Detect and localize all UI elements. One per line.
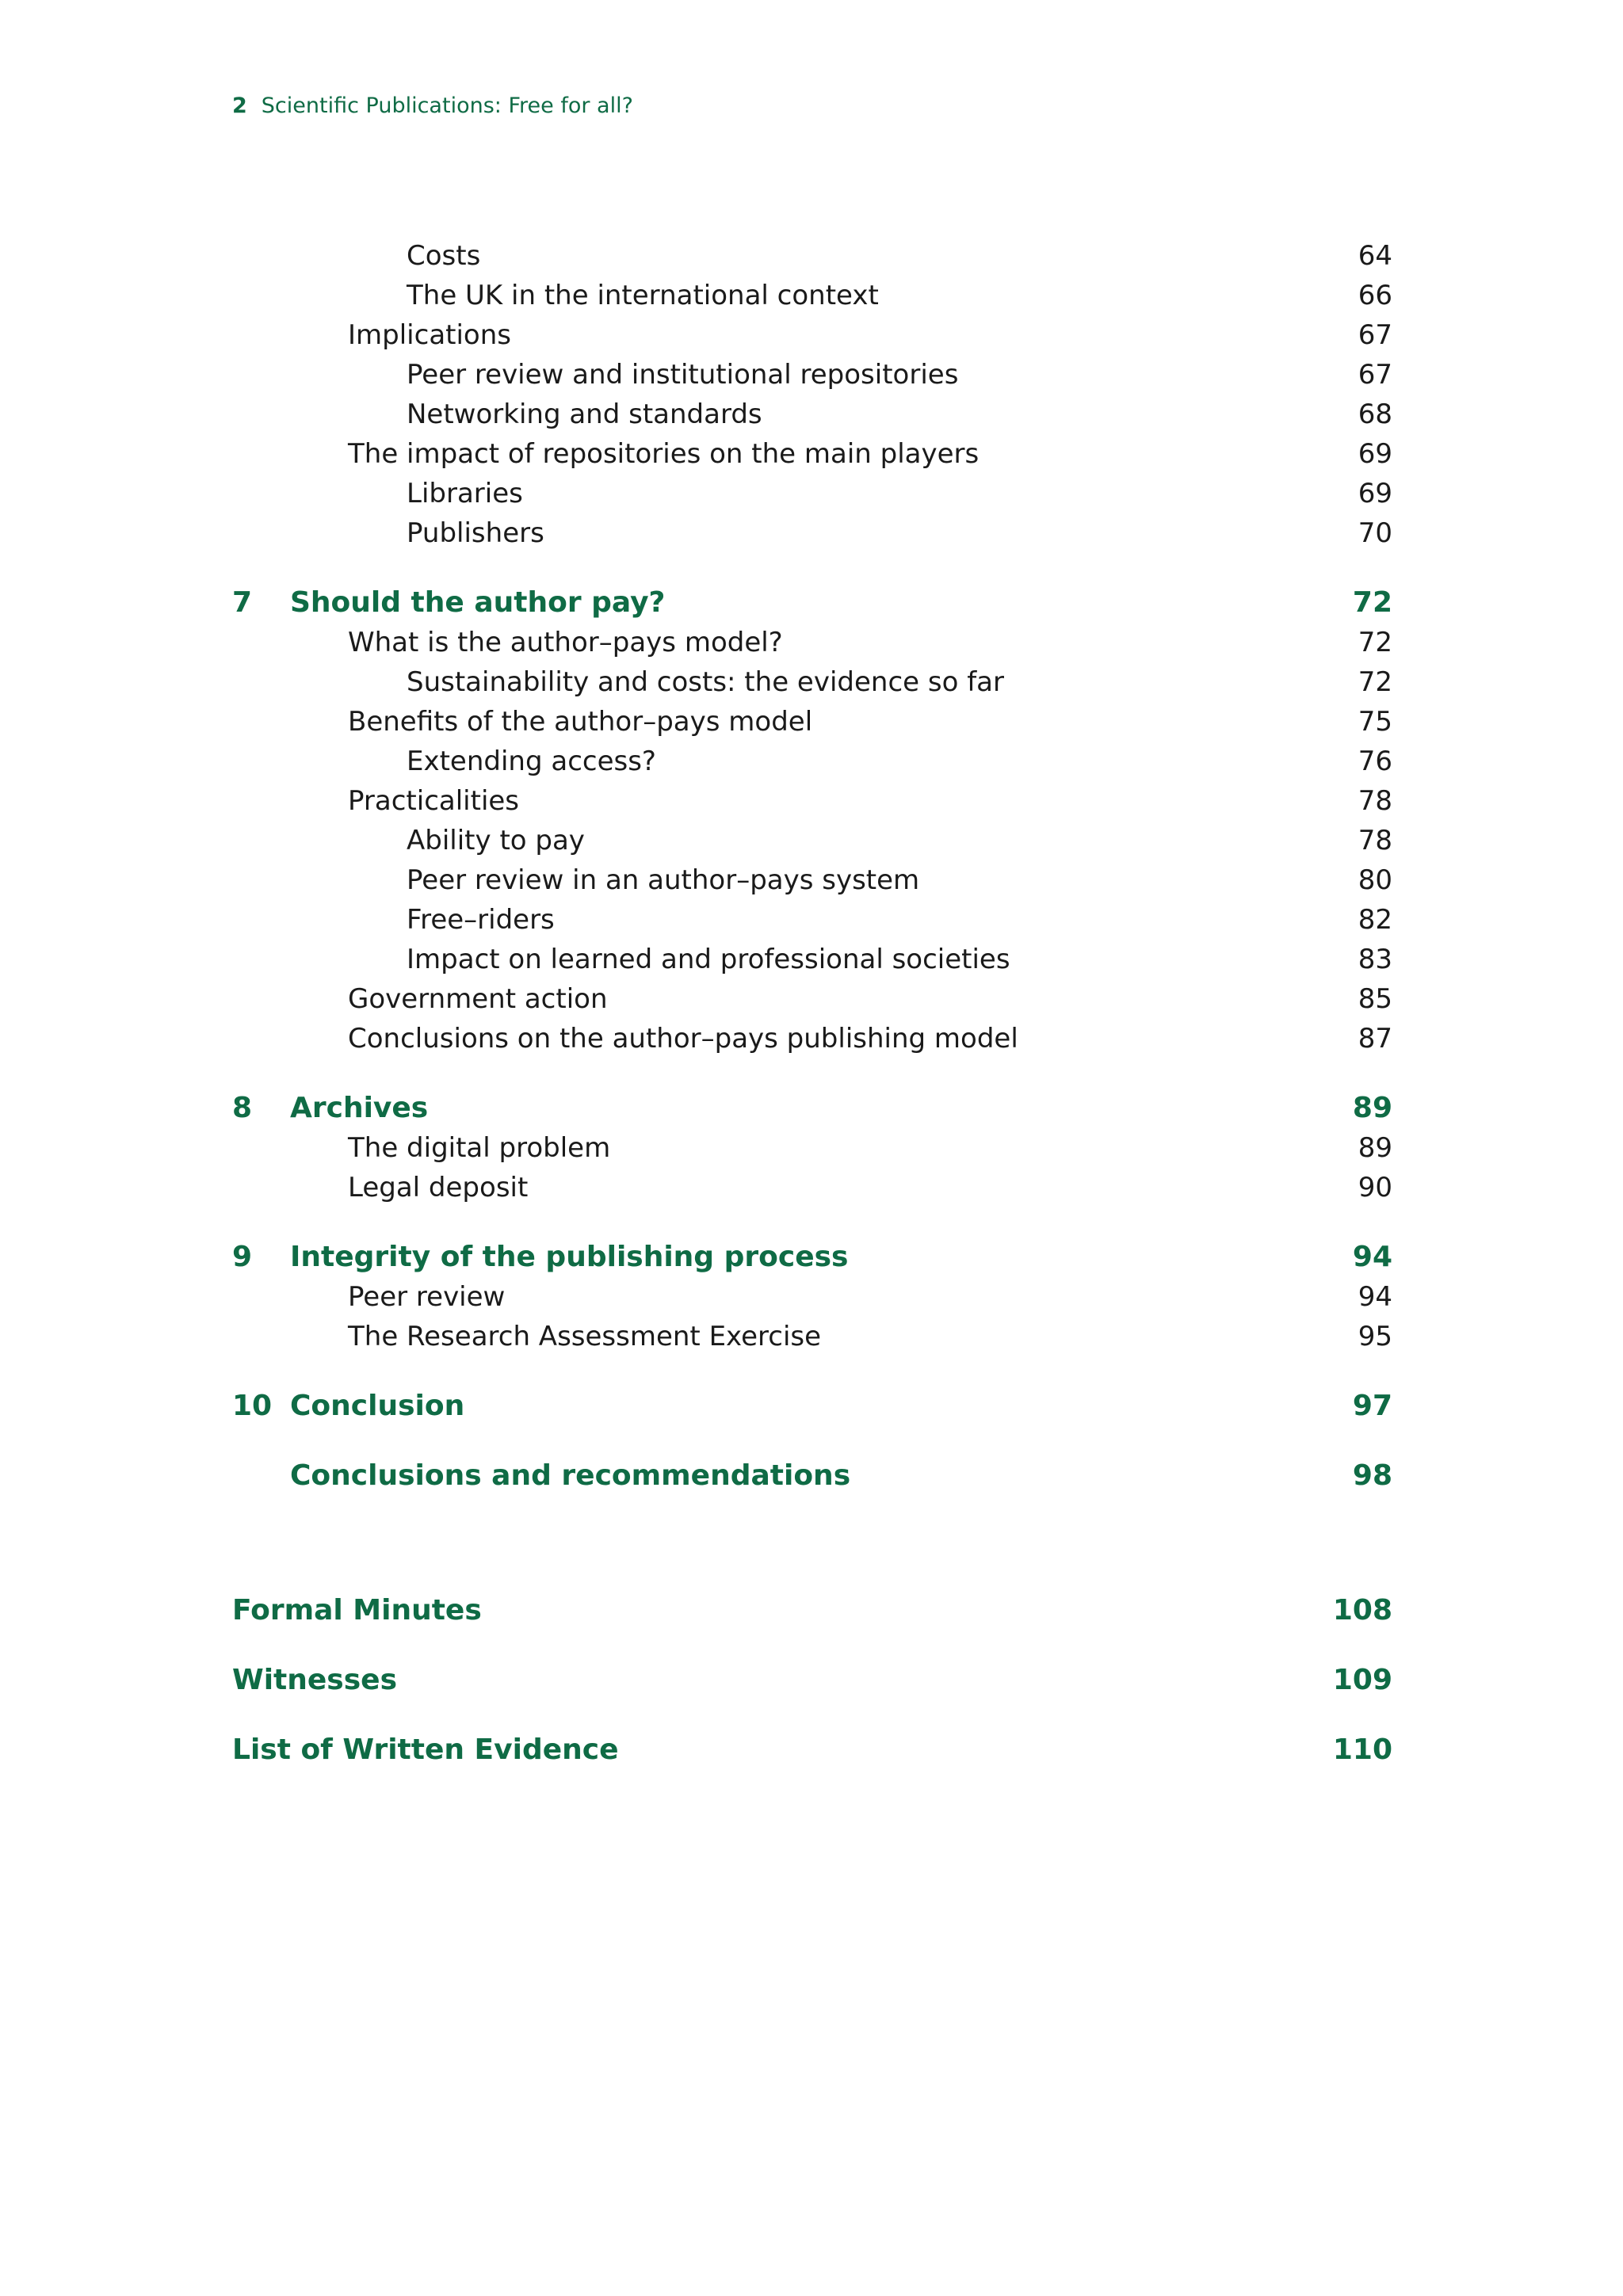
toc-entry[interactable] <box>232 742 1392 781</box>
toc-chapter-title: Should the author pay? <box>290 586 666 619</box>
toc-entry[interactable] <box>232 702 1392 742</box>
toc-section-page: 108 <box>1332 1594 1392 1627</box>
toc-entry-title: Sustainability and costs: the evidence so far <box>407 666 1004 698</box>
toc-entry-title: Conclusions on the author–pays publishing model <box>348 1023 1018 1055</box>
toc-entry[interactable] <box>232 355 1392 395</box>
toc-entry-title: Networking and standards <box>407 399 762 430</box>
toc-chapter-title: Integrity of the publishing process <box>290 1241 849 1273</box>
toc-chapter[interactable] <box>232 1089 1392 1128</box>
toc-entry[interactable] <box>232 395 1392 434</box>
toc-entry-page: 90 <box>1358 1172 1392 1203</box>
toc-entry-title: Costs <box>407 240 481 272</box>
toc-entry-title: Peer review in an author–pays system <box>407 864 920 896</box>
header-title: Scientific Publications: Free for all? <box>261 93 633 118</box>
toc-entry[interactable] <box>232 1128 1392 1168</box>
toc-entry[interactable] <box>232 623 1392 662</box>
toc-section-title: Formal Minutes <box>232 1594 482 1627</box>
toc-entry[interactable] <box>232 315 1392 355</box>
toc-entry-page: 78 <box>1358 785 1392 817</box>
toc-entry-page: 72 <box>1358 666 1392 698</box>
toc-chapter-page: 97 <box>1352 1390 1392 1422</box>
toc-entry[interactable] <box>232 1168 1392 1207</box>
toc-entry[interactable] <box>232 821 1392 860</box>
toc-entry[interactable] <box>232 662 1392 702</box>
toc-entry-title: Ability to pay <box>407 825 585 856</box>
toc-entry-page: 82 <box>1358 904 1392 936</box>
toc-entry-page: 83 <box>1358 944 1392 975</box>
toc-entry-title: Practicalities <box>348 785 520 817</box>
toc-chapter[interactable] <box>232 1238 1392 1277</box>
toc-entry-title: Government action <box>348 983 608 1015</box>
toc-entry-page: 95 <box>1358 1321 1392 1352</box>
toc-chapter-number: 8 <box>232 1092 253 1124</box>
toc-chapter-number: 9 <box>232 1241 253 1273</box>
toc-chapter-title: Conclusion <box>290 1390 465 1422</box>
toc-entry-page: 67 <box>1358 319 1392 351</box>
toc-entry[interactable] <box>232 940 1392 979</box>
toc-entry-page: 87 <box>1358 1023 1392 1055</box>
toc-entry-page: 69 <box>1358 438 1392 470</box>
toc-chapter-page: 72 <box>1352 586 1392 619</box>
toc-section-title: Witnesses <box>232 1664 398 1696</box>
toc-entry-page: 72 <box>1358 627 1392 658</box>
toc-section[interactable] <box>232 1730 1392 1770</box>
toc-entry-title: Impact on learned and professional societies <box>407 944 1010 975</box>
toc-entry-page: 85 <box>1358 983 1392 1015</box>
toc-entry-page: 68 <box>1358 399 1392 430</box>
toc-section[interactable] <box>232 1661 1392 1700</box>
toc-entry-title: Legal deposit <box>348 1172 529 1203</box>
toc-entry-page: 80 <box>1358 864 1392 896</box>
toc-entry[interactable] <box>232 900 1392 940</box>
running-header <box>232 93 633 118</box>
toc-entry[interactable] <box>232 276 1392 315</box>
toc-chapter[interactable] <box>232 1456 1392 1496</box>
toc-section-page: 110 <box>1332 1733 1392 1766</box>
toc-entry-title: The digital problem <box>348 1132 611 1164</box>
toc-entry[interactable] <box>232 513 1392 553</box>
toc-entry-page: 75 <box>1358 706 1392 738</box>
toc-entry-page: 78 <box>1358 825 1392 856</box>
toc-entry-title: The Research Assessment Exercise <box>348 1321 822 1352</box>
toc-entry[interactable] <box>232 1317 1392 1356</box>
toc-entry-title: Libraries <box>407 478 523 509</box>
toc-entry-title: Free–riders <box>407 904 555 936</box>
toc-entry[interactable] <box>232 1277 1392 1317</box>
toc-chapter-title: Archives <box>290 1092 429 1124</box>
toc-section[interactable] <box>232 1591 1392 1630</box>
toc-chapter-number: 10 <box>232 1390 273 1422</box>
table-of-contents <box>232 236 1392 1770</box>
toc-entry[interactable] <box>232 474 1392 513</box>
toc-chapter-page: 98 <box>1352 1459 1392 1492</box>
toc-entry-title: The UK in the international context <box>407 280 879 311</box>
toc-entry-page: 66 <box>1358 280 1392 311</box>
toc-chapter-page: 89 <box>1352 1092 1392 1124</box>
toc-entry-title: The impact of repositories on the main players <box>348 438 980 470</box>
toc-entry-page: 67 <box>1358 359 1392 391</box>
toc-entry-page: 76 <box>1358 746 1392 777</box>
toc-entry[interactable] <box>232 434 1392 474</box>
toc-entry[interactable] <box>232 860 1392 900</box>
toc-entry-title: What is the author–pays model? <box>348 627 783 658</box>
toc-entry-page: 89 <box>1358 1132 1392 1164</box>
toc-entry[interactable] <box>232 979 1392 1019</box>
toc-entry-page: 64 <box>1358 240 1392 272</box>
toc-entry[interactable] <box>232 236 1392 276</box>
header-page-number: 2 <box>232 93 247 118</box>
toc-chapter-title: Conclusions and recommendations <box>290 1459 851 1492</box>
toc-entry-title: Implications <box>348 319 511 351</box>
toc-entry-title: Publishers <box>407 517 544 549</box>
toc-chapter[interactable] <box>232 583 1392 623</box>
toc-entry[interactable] <box>232 1019 1392 1058</box>
toc-chapter[interactable] <box>232 1386 1392 1426</box>
toc-entry-page: 70 <box>1358 517 1392 549</box>
toc-section-page: 109 <box>1332 1664 1392 1696</box>
toc-entry-title: Benefits of the author–pays model <box>348 706 813 738</box>
toc-entry-page: 94 <box>1358 1281 1392 1313</box>
toc-chapter-page: 94 <box>1352 1241 1392 1273</box>
toc-entry-page: 69 <box>1358 478 1392 509</box>
toc-section-title: List of Written Evidence <box>232 1733 619 1766</box>
toc-chapter-number: 7 <box>232 586 253 619</box>
toc-entry-title: Peer review and institutional repositories <box>407 359 959 391</box>
toc-entry-title: Extending access? <box>407 746 656 777</box>
toc-entry[interactable] <box>232 781 1392 821</box>
toc-entry-title: Peer review <box>348 1281 506 1313</box>
